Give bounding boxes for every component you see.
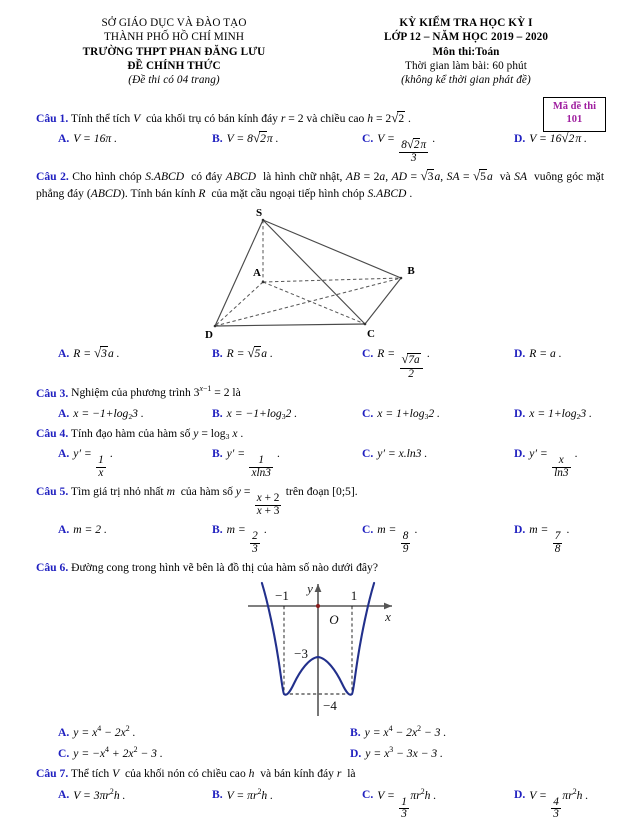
question-2-options [36,345,604,380]
option-label: D. [514,522,526,536]
header-left-line-1: SỞ GIÁO DỤC VÀ ĐÀO TẠO [101,17,247,29]
question-4-stem [36,425,604,442]
question-2-option-a[interactable] [36,345,200,380]
question-3-options [36,405,604,422]
pyramid-label-S: S [255,207,263,220]
question-6-option-c[interactable] [36,744,342,762]
option-label: B. [212,788,223,802]
question-7 [36,765,604,821]
option-text: $x = -1+\log_32$ . [226,406,298,421]
question-3-option-a[interactable] [36,405,200,422]
question-2-option-b[interactable] [200,345,354,380]
option-text: $x = -1+\log_23$ . [73,406,144,421]
graph-origin-dot [316,604,320,608]
question-7-stem-text: Thể tích V của khối nón có chiều cao h và bán kính đáy r là [70,767,356,781]
option-label: B. [212,347,223,361]
question-2-tag: Câu 2. [36,170,69,184]
option-text: $V = \pi r^2h$ . [226,786,273,802]
option-label: B. [212,131,223,145]
quartic-graph-svg [230,576,410,720]
question-1-stem [36,110,604,127]
option-label: B. [212,406,223,420]
option-text: y′ = $\frac{1}{xln3}$ . [226,447,281,480]
option-text: y′ = $\frac{1}{x}$ . [73,447,114,480]
header-school-name: TRƯỜNG THPT PHAN ĐĂNG LƯU [82,45,266,58]
question-4-option-c[interactable] [354,445,504,480]
option-text: R = √ 5 a . [226,345,273,361]
question-4-option-d[interactable] [504,445,640,480]
question-5-stem [36,483,604,518]
option-label: D. [514,788,526,802]
graph-origin-label: O [329,611,339,627]
graph-yaxis-label: y [307,580,313,596]
option-label: C. [362,788,374,802]
question-1-tag: Câu 1. [36,111,69,125]
header-subject: Môn thi:Toán [432,45,500,58]
option-label: D. [350,747,362,761]
question-3-option-b[interactable] [200,405,354,422]
header-left-column [34,16,320,88]
option-text: V = 16 √ 2 π . [529,129,587,145]
question-6 [36,559,604,763]
quartic-graph-figure [36,576,604,720]
option-text: m = $\frac{2}{3}$ . [226,522,268,555]
exam-code-label: Mã đề thi [552,101,596,112]
option-text: m = $\frac{7}{8}$ . [529,522,570,555]
question-3 [36,384,604,422]
question-5-option-b[interactable] [200,521,354,556]
pyramid-label-B: B [407,265,415,278]
pyramid-figure [36,206,604,342]
question-6-option-a[interactable] [36,723,342,741]
header-duration-note: (không kể thời gian phát đề) [401,74,531,87]
option-text: V = 8 √ 2 π 3 . [377,131,436,165]
option-text: V = 8 √ 2 π . [226,129,279,145]
header-right-column [320,16,606,88]
option-label: C. [362,406,374,420]
question-7-options [36,786,604,822]
graph-xtick-neg1: −1 [275,587,289,603]
option-label: C. [362,522,374,536]
pyramid-svg [205,206,435,342]
question-1-stem-text: Tính thể tích V của khối trụ có bán kính đáy r = 2 và chiều cao h = 2 √ 2 . [70,109,411,125]
question-6-tag: Câu 6. [36,560,69,574]
pyramid-label-C: C [367,328,375,341]
question-5-option-a[interactable] [36,521,200,556]
question-1-option-d[interactable] [504,130,640,165]
option-text: m = $\frac{8}{9}$ . [377,522,418,555]
question-6-option-d[interactable] [342,744,634,762]
option-text: y′ = $\frac{x}{\ln 3}$ . [529,447,578,480]
option-text: $y = -x^4 + 2x^2 - 3$ . [73,745,163,761]
option-label: B. [212,447,223,461]
option-text: $x = 1+\log_23$ . [529,406,592,421]
question-4-option-b[interactable] [200,445,354,480]
question-7-stem [36,765,604,782]
question-4 [36,425,604,480]
option-label: B. [350,725,361,739]
option-label: A. [58,725,70,739]
graph-xtick-1: 1 [350,587,358,603]
question-2-option-d[interactable] [504,345,640,380]
option-label: D. [514,347,526,361]
option-label: A. [58,347,70,361]
graph-axes [248,584,392,716]
option-text: $y = x^3 - 3x - 3$ . [365,745,443,761]
header-official-label: ĐỀ CHÍNH THỨC [127,59,221,72]
question-7-option-d[interactable] [504,786,640,822]
page-header [0,0,640,88]
pyramid-vertex-dots [214,219,403,328]
question-list [0,110,640,822]
pyramid-solid-edges [215,220,401,326]
option-label: B. [212,522,223,536]
question-3-stem-text: Nghiệm của phương trình $3^{x-1} = 2$ là [71,384,241,400]
option-label: A. [58,522,70,536]
question-4-stem-text: Tính đạo hàm của hàm số $y = \log_3 x$ . [70,426,244,441]
question-1 [36,110,604,165]
question-6-options-row-2 [36,744,604,762]
question-3-option-c[interactable] [354,405,504,422]
question-7-option-c[interactable] [354,786,504,822]
option-text: R = a . [529,347,562,361]
option-label: A. [58,406,70,420]
graph-xaxis-label: x [385,608,391,624]
option-text: V = $\frac{1}{3}$ $\pi r^2h$ . [377,786,437,821]
option-label: C. [362,131,374,145]
option-label: D. [514,131,526,145]
header-page-count: (Đề thi có 04 trang) [128,74,220,87]
option-label: A. [58,788,70,802]
question-7-option-a[interactable] [36,786,200,822]
option-text: $y = x^4 - 2x^2$ . [73,723,136,739]
question-1-options [36,130,604,165]
question-5-options [36,521,604,556]
option-text: $V = 3\pi r^2h$ . [73,786,126,802]
option-text: V = $\frac{4}{3}$ $\pi r^2h$ . [529,786,589,821]
option-label: C. [362,447,374,461]
option-label: A. [58,131,70,145]
question-4-tag: Câu 4. [36,426,69,440]
question-2-option-c[interactable] [354,345,504,380]
option-text: V = 16π . [73,131,117,145]
question-5-option-c[interactable] [354,521,504,556]
exam-code-value: 101 [566,113,583,125]
question-5-tag: Câu 5. [36,485,69,499]
question-6-option-b[interactable] [342,723,634,741]
question-1-option-a[interactable] [36,130,200,165]
question-2-stem [36,168,604,202]
question-1-option-b[interactable] [200,130,354,165]
header-duration: Thời gian làm bài: 60 phút [405,59,527,72]
pyramid-dashed-edges [215,220,401,326]
option-text: m = 2 . [73,522,107,536]
option-text: R = √ 7a 2 . [377,347,430,380]
question-3-stem [36,384,604,402]
graph-ytick-neg4: −4 [323,697,337,713]
option-text: R = √ 3 a . [73,345,120,361]
option-text: $x = 1+\log_32$ . [377,406,440,421]
question-3-tag: Câu 3. [36,386,69,400]
pyramid-label-A: A [253,267,261,280]
option-label: A. [58,447,70,461]
option-label: C. [58,747,70,761]
question-5-stem-text: Tìm giá trị nhỏ nhất m của hàm số y = $\frac{x + 2}{x + 3}$ trên đoạn [0;5]. [70,485,358,518]
option-text: y′ = x.ln3 . [377,447,428,461]
question-5-option-d[interactable] [504,521,640,556]
question-2-stem-text: Cho hình chóp S.ABCD có đáy ABCD là hình chữ nhật, AB = 2a, AD = √ 3 a, SA = √ 5 a và SA vuông góc mặt phẳng đáy (ABCD). Tính bán kính R của mặt cầu ngoại tiếp hình chóp S.ABCD . [36,168,605,201]
pyramid-label-D: D [205,329,213,342]
question-2 [36,168,604,381]
header-exam-title: KỲ KIỂM TRA HỌC KỲ I [399,17,533,29]
question-6-stem [36,559,604,576]
option-label: D. [514,406,526,420]
question-3-option-d[interactable] [504,405,640,422]
option-label: D. [514,447,526,461]
option-label: C. [362,347,374,361]
question-1-option-c[interactable] [354,130,504,165]
header-left-line-2: THÀNH PHỐ HỒ CHÍ MINH [103,31,245,44]
question-6-options-row-1 [36,723,604,741]
question-7-tag: Câu 7. [36,767,69,781]
question-4-options [36,445,604,480]
header-grade-year: LỚP 12 – NĂM HỌC 2019 – 2020 [383,31,549,44]
graph-ytick-neg3: −3 [294,645,308,661]
question-5 [36,483,604,556]
question-4-option-a[interactable] [36,445,200,480]
question-6-stem-text: Đường cong trong hình vẽ bên là đồ thị của hàm số nào dưới đây? [71,560,379,574]
question-7-option-b[interactable] [200,786,354,822]
option-text: $y = x^4 - 2x^2 - 3$ . [364,723,447,739]
